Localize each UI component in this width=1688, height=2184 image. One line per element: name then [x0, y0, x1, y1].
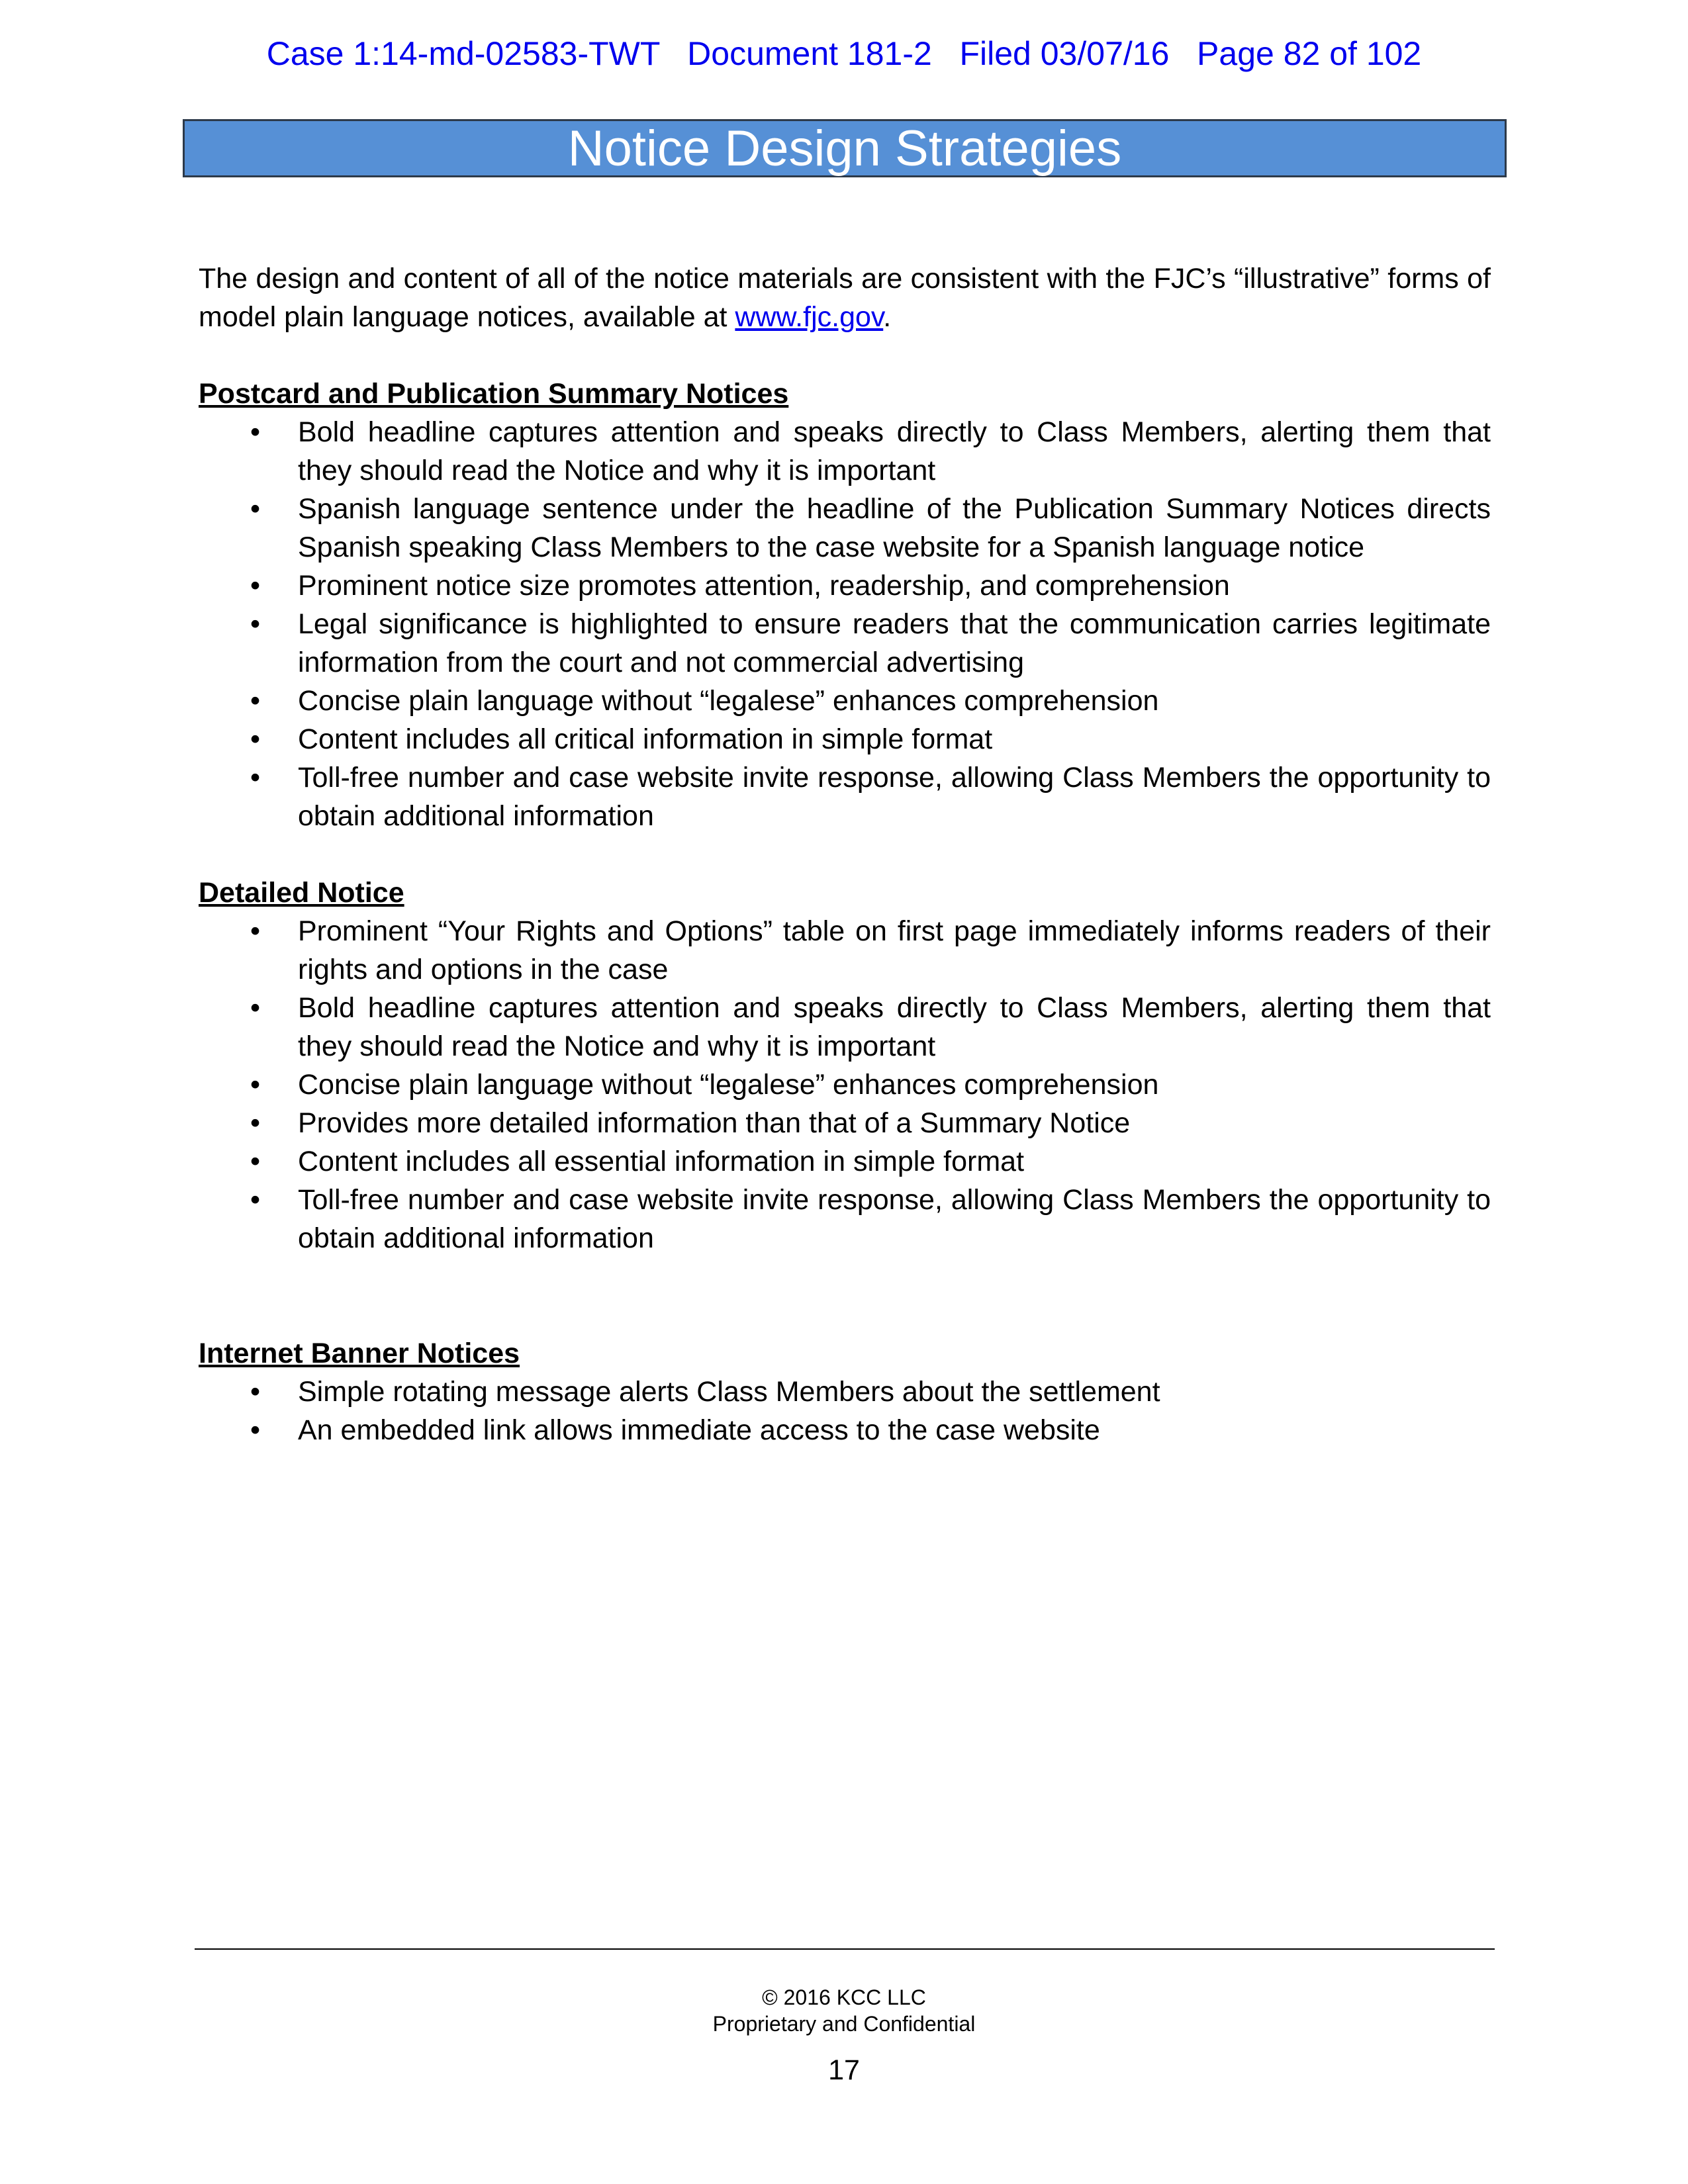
list-item [199, 1373, 1491, 1411]
list-item [199, 490, 1491, 567]
bullet-list-internet-banner [199, 1373, 1491, 1449]
intro-paragraph [199, 259, 1491, 336]
bullet-icon: • [250, 1069, 261, 1101]
bullet-text: Prominent “Your Rights and Options” table on first page immediately informs readers of their rights and options in the case [298, 915, 1491, 985]
bullet-text: Spanish language sentence under the headline of the Publication Summary Notices directs Spanish speaking Class Members to the case website for a Spanish language notice [298, 493, 1491, 563]
intro-text: The design and content of all of the notice materials are consistent with the FJC’s “illustrative” forms of model plain language notices, available at [199, 263, 1491, 333]
bullet-text: Toll-free number and case website invite response, allowing Class Members the opportunity to obtain additional information [298, 1184, 1491, 1254]
bullet-text: Bold headline captures attention and speaks directly to Class Members, alerting them that they should read the Notice and why it is important [298, 992, 1491, 1062]
bullet-text: Concise plain language without “legalese” enhances comprehension [298, 1069, 1159, 1101]
bullet-icon: • [250, 915, 261, 947]
fjc-link[interactable]: www.fjc.gov [735, 301, 884, 333]
bullet-text: Content includes all critical information in simple format [298, 723, 993, 755]
list-item [199, 1181, 1491, 1257]
page-number: 17 [828, 2054, 860, 2086]
bullet-icon: • [250, 1107, 261, 1139]
bullet-icon: • [250, 608, 261, 640]
bullet-text: Provides more detailed information than that of a Summary Notice [298, 1107, 1131, 1139]
bullet-text: Prominent notice size promotes attention, readership, and comprehension [298, 570, 1230, 602]
list-item [199, 1066, 1491, 1104]
bullet-text: Toll-free number and case website invite response, allowing Class Members the opportunity to obtain additional information [298, 762, 1491, 832]
bullet-text: Legal significance is highlighted to ensure readers that the communication carries legitimate information from the court and not commercial advertising [298, 608, 1491, 678]
bullet-icon: • [250, 762, 261, 794]
page-title: Notice Design Strategies [183, 119, 1507, 177]
bullet-icon: • [250, 685, 261, 717]
list-item [199, 567, 1491, 605]
list-item [199, 758, 1491, 835]
bullet-icon: • [250, 992, 261, 1024]
confidential-text: Proprietary and Confidential [712, 2012, 976, 2036]
list-item [199, 682, 1491, 720]
bullet-text: Simple rotating message alerts Class Members about the settlement [298, 1376, 1160, 1408]
section-heading-detailed: Detailed Notice [199, 877, 404, 909]
section-heading-internet-banner: Internet Banner Notices [199, 1338, 520, 1369]
bullet-text: Bold headline captures attention and speaks directly to Class Members, alerting them that they should read the Notice and why it is important [298, 416, 1491, 486]
document-body [199, 259, 1491, 1449]
bullet-text: Content includes all essential information in simple format [298, 1146, 1025, 1177]
bullet-icon: • [250, 1414, 261, 1446]
bullet-icon: • [250, 570, 261, 602]
intro-text-end: . [883, 301, 892, 333]
bullet-icon: • [250, 723, 261, 755]
list-item [199, 1142, 1491, 1181]
section-heading-postcard: Postcard and Publication Summary Notices [199, 378, 789, 410]
bullet-list-postcard [199, 413, 1491, 835]
bullet-icon: • [250, 1146, 261, 1177]
list-item [199, 989, 1491, 1066]
list-item [199, 720, 1491, 758]
list-item [199, 1411, 1491, 1449]
list-item [199, 413, 1491, 490]
bullet-text: An embedded link allows immediate access to the case website [298, 1414, 1100, 1446]
bullet-icon: • [250, 1376, 261, 1408]
bullet-icon: • [250, 1184, 261, 1216]
bullet-text: Concise plain language without “legalese” enhances comprehension [298, 685, 1159, 717]
case-header: Case 1:14-md-02583-TWT Document 181-2 Filed 03/07/16 Page 82 of 102 [266, 35, 1422, 72]
list-item [199, 605, 1491, 682]
bullet-icon: • [250, 493, 261, 525]
list-item [199, 912, 1491, 989]
bullet-icon: • [250, 416, 261, 448]
footer-divider [195, 1948, 1495, 1950]
copyright-text: © 2016 KCC LLC [762, 1985, 926, 2009]
bullet-list-detailed [199, 912, 1491, 1257]
footer [0, 1984, 1688, 2037]
list-item [199, 1104, 1491, 1142]
